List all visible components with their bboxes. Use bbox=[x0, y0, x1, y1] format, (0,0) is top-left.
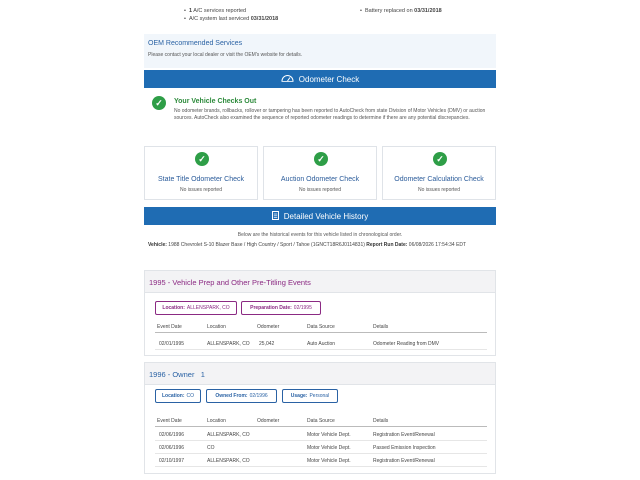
cell-location: ALLENSPARK, CO bbox=[207, 432, 250, 438]
col-details: Details bbox=[373, 324, 389, 330]
cell-data-source: Motor Vehicle Dept. bbox=[307, 445, 351, 451]
card-title: State Title Odometer Check bbox=[158, 176, 244, 183]
table-header bbox=[155, 321, 487, 333]
pill-value: 02/1995 bbox=[293, 305, 312, 311]
cell-event-date: 02/06/1996 bbox=[159, 432, 185, 438]
vehicle-label: Vehicle: bbox=[148, 242, 167, 248]
preparation-date-pill bbox=[241, 301, 321, 315]
battery-text: Battery replaced on bbox=[364, 8, 413, 14]
usage-pill bbox=[282, 389, 338, 403]
state-title-odometer-card bbox=[144, 146, 258, 200]
cell-details: Odometer Reading from DMV bbox=[373, 341, 440, 347]
vehicle-checks-heading: Your Vehicle Checks Out bbox=[174, 98, 257, 105]
battery-date: 03/31/2018 bbox=[414, 8, 442, 14]
card-title: Auction Odometer Check bbox=[280, 176, 360, 183]
pill-label: Preparation Date: bbox=[250, 305, 292, 311]
odometer-check-cards bbox=[144, 146, 496, 200]
card-status: No issues reported bbox=[418, 187, 460, 193]
cell-event-date: 02/06/1996 bbox=[159, 445, 185, 451]
ac-services-item bbox=[184, 8, 246, 14]
ac-last-serviced-item bbox=[184, 16, 278, 22]
section-header bbox=[145, 363, 495, 385]
col-location: Location bbox=[207, 418, 226, 424]
table-row bbox=[155, 442, 487, 454]
history-intro: Below are the historical events for this vehicle listed in chronological order. bbox=[237, 232, 403, 238]
cell-details: Registration Event/Renewal bbox=[373, 432, 435, 438]
pill-label: Location: bbox=[162, 305, 185, 311]
cell-odometer: 25,042 bbox=[259, 341, 275, 347]
battery-item bbox=[360, 8, 442, 14]
oem-subtitle: Please contact your local dealer or visit the OEM's website for details. bbox=[148, 52, 303, 58]
cell-data-source: Motor Vehicle Dept. bbox=[307, 432, 351, 438]
ac-last-serviced-text: A/C system last serviced bbox=[188, 16, 250, 22]
card-title: Odometer Calculation Check bbox=[394, 176, 484, 183]
cell-data-source: Auto Auction bbox=[307, 341, 336, 347]
cell-location: ALLENSPARK, CO bbox=[207, 458, 250, 464]
odometer-calculation-card bbox=[382, 146, 496, 200]
pill-label: Usage: bbox=[290, 393, 308, 399]
history-section-1995 bbox=[144, 270, 496, 356]
detailed-history-title: Detailed Vehicle History bbox=[283, 211, 369, 221]
vehicle-line bbox=[148, 242, 496, 248]
pill-value: ALLENSPARK, CO bbox=[186, 305, 230, 311]
pill-value: Personal bbox=[309, 393, 330, 399]
section-title: 1995 - Vehicle Prep and Other Pre-Titling Events bbox=[149, 278, 311, 287]
service-bullets bbox=[184, 8, 496, 26]
report-run-label: Report Run Date: bbox=[366, 242, 408, 248]
col-details: Details bbox=[373, 418, 389, 424]
cell-location: ALLENSPARK, CO bbox=[207, 341, 250, 347]
check-circle-icon: ✓ bbox=[433, 152, 447, 166]
vehicle-value: 1988 Chevrolet S-10 Blazer Base / High Country / Sport / Tahoe (1GNCT18R6J0114831) bbox=[168, 242, 365, 248]
cell-event-date: 02/10/1997 bbox=[159, 458, 185, 464]
history-section-1996 bbox=[144, 362, 496, 474]
location-pill bbox=[155, 389, 201, 403]
col-event-date: Event Date bbox=[157, 418, 182, 424]
table-row bbox=[155, 338, 487, 350]
check-circle-icon: ✓ bbox=[152, 96, 166, 110]
table-header bbox=[155, 415, 487, 427]
check-circle-icon: ✓ bbox=[195, 152, 209, 166]
ac-services-text: A/C services reported bbox=[193, 8, 247, 14]
section-title-text: 1996 - Owner bbox=[149, 370, 195, 379]
check-circle-icon: ✓ bbox=[314, 152, 328, 166]
odometer-check-title: Odometer Check bbox=[298, 74, 360, 84]
pill-label: Owned From: bbox=[215, 393, 248, 399]
cell-data-source: Motor Vehicle Dept. bbox=[307, 458, 351, 464]
table-row bbox=[155, 429, 487, 441]
oem-title: OEM Recommended Services bbox=[148, 40, 243, 47]
section-header bbox=[145, 271, 495, 293]
cell-location: CO bbox=[207, 445, 215, 451]
report-run-value: 06/08/2026 17:54:34 EDT bbox=[408, 242, 467, 248]
vehicle-checks-out bbox=[152, 96, 492, 136]
owned-from-pill bbox=[206, 389, 277, 403]
cell-details: Registration Event/Renewal bbox=[373, 458, 435, 464]
speedometer-icon bbox=[281, 74, 294, 84]
auction-odometer-card bbox=[263, 146, 377, 200]
col-location: Location bbox=[207, 324, 226, 330]
ac-services-count: 1 bbox=[188, 8, 192, 14]
pill-label: Location: bbox=[162, 393, 185, 399]
owner-number: 1 bbox=[200, 370, 205, 379]
section-title bbox=[149, 370, 205, 379]
cell-details: Passed Emission Inspection bbox=[373, 445, 436, 451]
card-status: No issues reported bbox=[299, 187, 341, 193]
cell-event-date: 02/01/1995 bbox=[159, 341, 185, 347]
detailed-history-bar bbox=[144, 207, 496, 225]
col-data-source: Data Source bbox=[307, 324, 335, 330]
vehicle-checks-body: No odometer brands, rollbacks, rollover or tampering has been reported to AutoCheck from state Division of Motor Vehicles (DMV) or auction sources. AutoCheck also examined the sequence of reported odometer readings to determine if there are any potential discrepancies. bbox=[174, 108, 486, 121]
table-row bbox=[155, 455, 487, 467]
document-icon bbox=[272, 211, 279, 222]
location-pill bbox=[155, 301, 237, 315]
oem-services-box bbox=[144, 34, 496, 68]
report-page bbox=[144, 0, 496, 480]
pill-value: 02/1996 bbox=[249, 393, 268, 399]
ac-last-serviced-date: 03/31/2018 bbox=[250, 16, 279, 22]
card-status: No issues reported bbox=[180, 187, 222, 193]
pill-value: CO bbox=[186, 393, 194, 399]
col-data-source: Data Source bbox=[307, 418, 335, 424]
col-odometer: Odometer bbox=[257, 324, 280, 330]
col-event-date: Event Date bbox=[157, 324, 182, 330]
col-odometer: Odometer bbox=[257, 418, 280, 424]
odometer-check-bar bbox=[144, 70, 496, 88]
